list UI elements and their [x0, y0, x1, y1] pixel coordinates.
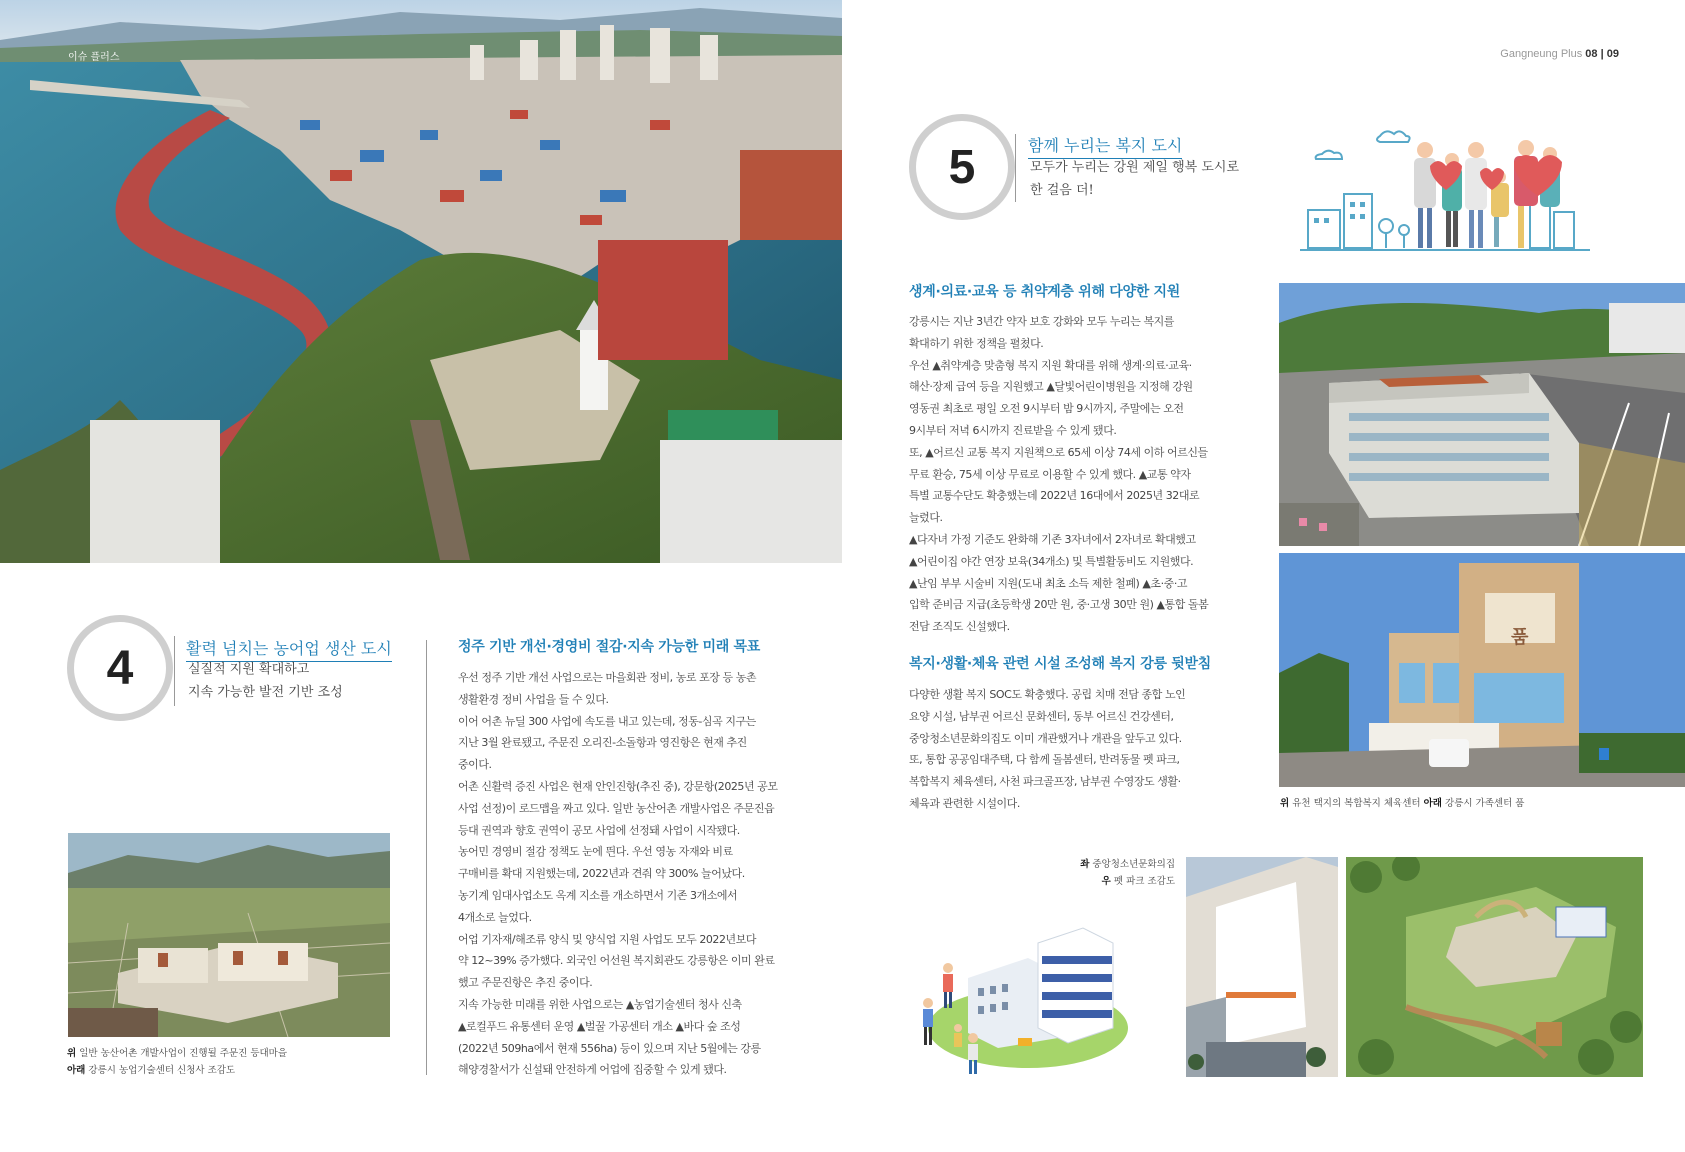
magazine-name: Gangneung Plus: [1500, 48, 1583, 60]
section-5-heading-2: 복지·생활·체육 관련 시설 조성해 복지 강릉 뒷받침: [909, 656, 1211, 672]
column-divider: [426, 640, 427, 1075]
section-5-bottom-caption: [1020, 856, 1175, 890]
section-5-body-2: 다양한 생활 복지 SOC도 확충했다. 공립 치매 전담 종합 노인 요양 시설, 남부권 어르신 문화센터, 동부 어르신 건강센터, 중앙청소년문화의집도 이미 개관했거나 개관을 앞두고 있다. 또, 통합 공공임대주택, 다 함께 돌봄센터, 반려동물 펫 파크, 복합복지 체육센터, 사천 파크골프장, 남부권 수영장도 생활· 체육과 관련한 시설이다.: [909, 688, 1186, 810]
section-5-body-1: 강릉시는 지난 3년간 약자 보호 강화와 모두 누리는 복지를 확대하기 위한 정책을 펼쳤다. 우선 ▲취약계층 맞춤형 복지 지원 확대를 위해 생계·의료·교육· 해산·장제 급여 등을 지원했고 ▲달빛어린이병원을 지정해 강원 영동권 최초로 평일 오전 9시부터 밤 9시까지, 주말에는 오전 9시부터 저녁 6시까지 진료받을 수 있게 됐다. 또, ▲어르신 교통 복지 지원책으로 65세 이상 74세 이하 어르신들 무료 환승, 75세 이상 무료로 이용할 수 있게 했다. ▲교통 약자 특별 교통수단도 확충했는데 2022년 16대에서 2025년 32대로 늘렸다. ▲다자녀 가정 기준도 완화해 기존 3자녀에서 2자녀로 확대했고 ▲어린이집 야간 연장 보육(34개소) 및 특별활동비도 지원했다. ▲난임 부부 시술비 지원(도내 최초 소득 제한 철폐) ▲초·중·고 입학 준비금 지급(초등학생 20만 원, 중·고생 30만 원) ▲통합 돌봄 전담 조직도 신설했다.: [909, 315, 1209, 634]
family-center-photo: [1279, 553, 1685, 787]
section-5-heading-1: 생계·의료·교육 등 취약계층 위해 다양한 지원: [909, 284, 1180, 300]
caption-text: 강릉시 가족센터 품: [1445, 798, 1525, 809]
caption-text: 펫 파크 조감도: [1113, 876, 1175, 887]
caption-row-top: [67, 1045, 397, 1062]
section-4-title: 활력 넘치는 농어업 생산 도시: [186, 636, 392, 662]
caption-label: 위: [1280, 798, 1290, 809]
section-4-bracket: [174, 636, 175, 706]
caption-text: 중앙청소년문화의집: [1092, 859, 1175, 870]
page-folio: [1500, 48, 1619, 60]
caption-row-right: [1020, 873, 1175, 890]
section-label: 이슈 플러스: [68, 52, 120, 63]
section-5-bracket: [1015, 134, 1016, 202]
caption-text: 유천 택지의 복합복지 체육센터: [1292, 798, 1421, 809]
section-5-subtitle: 모두가 누리는 강원 제일 행복 도시로 한 걸음 더!: [1030, 160, 1240, 198]
section-4-body: 우선 정주 기반 개선 사업으로는 마을회관 정비, 농로 포장 등 농촌 생활환경 정비 사업을 들 수 있다. 이어 어촌 뉴딜 300 사업에 속도를 내고 있는데, 정동-심곡 지구는 지난 3월 완료됐고, 주문진 오리진-소돌항과 영진항은 현재 추진 중이다. 어촌 신활력 증진 사업은 현재 안인진항(추진 중), 강문항(2025년 공모 사업 선정)이 로드맵을 짜고 있다. 일반 농산어촌 개발사업은 주문진읍 등대 권역과 향호 권역이 공모 사업에 선정돼 사업이 시작됐다. 농어민 경영비 절감 정책도 눈에 띈다. 우선 영농 자재와 비료 구매비를 확대 지원했는데, 2022년과 견줘 약 300% 늘어났다. 농기계 임대사업소도 옥계 지소를 개소하면서 기존 3개소에서 4개소로 늘었다. 어업 기자재/해조류 양식 및 양식업 지원 사업도 모두 2022년보다 약 12~39% 증가했다. 외국인 어선원 복지회관도 강릉항은 이미 완료 했고 주문진항은 추진 중이다. 지속 가능한 미래를 위한 사업으로는 ▲농업기술센터 청사 신축 ▲로컬푸드 유통센터 운영 ▲벌꿀 가공센터 개소 ▲바다 숲 조성 (2022년 509ha에서 현재 556ha) 등이 있으며 지난 5월에는 강릉 해양경찰서가 신설돼 안전하게 어업에 집중할 수 있게 됐다.: [458, 671, 778, 1077]
caption-text: 일반 농산어촌 개발사업이 진행될 주문진 등대마을: [79, 1048, 288, 1059]
page-divider: |: [1597, 48, 1607, 60]
farm-tech-center-rendering: [68, 833, 390, 1037]
caption-row-left: [1020, 856, 1175, 873]
pet-park-rendering: [1346, 857, 1643, 1077]
caption-label: 우: [1101, 876, 1111, 887]
family-center-sign: 품: [1511, 627, 1529, 648]
caption-label: 좌: [1080, 859, 1090, 870]
section-5-title: 함께 누리는 복지 도시: [1028, 133, 1182, 159]
family-city-illustration: [1300, 122, 1600, 262]
caption-text: 강릉시 농업기술센터 신청사 조감도: [88, 1065, 236, 1076]
section-4-subtitle: 실질적 지원 확대하고 지속 가능한 발전 기반 조성: [188, 662, 343, 700]
sports-center-photo: [1279, 283, 1685, 546]
page-number-right: 09: [1606, 48, 1619, 60]
caption-label: 아래: [67, 1065, 86, 1076]
section-4-heading: 정주 기반 개선·경영비 절감·지속 가능한 미래 목표: [458, 639, 760, 655]
youth-culture-house-photo: [1186, 857, 1338, 1077]
caption-row-bottom: [67, 1062, 397, 1079]
aerial-lighthouse-photo: [0, 0, 842, 563]
section-4-caption: [67, 1045, 397, 1079]
section-4-number: 4: [67, 615, 173, 721]
caption-label: 위: [67, 1048, 77, 1059]
section-5-right-caption: [1280, 795, 1685, 812]
page-number-left: 08: [1585, 48, 1598, 60]
isometric-building-illustration: [908, 918, 1128, 1078]
section-5-number: 5: [909, 114, 1015, 220]
caption-label: 아래: [1423, 798, 1442, 809]
